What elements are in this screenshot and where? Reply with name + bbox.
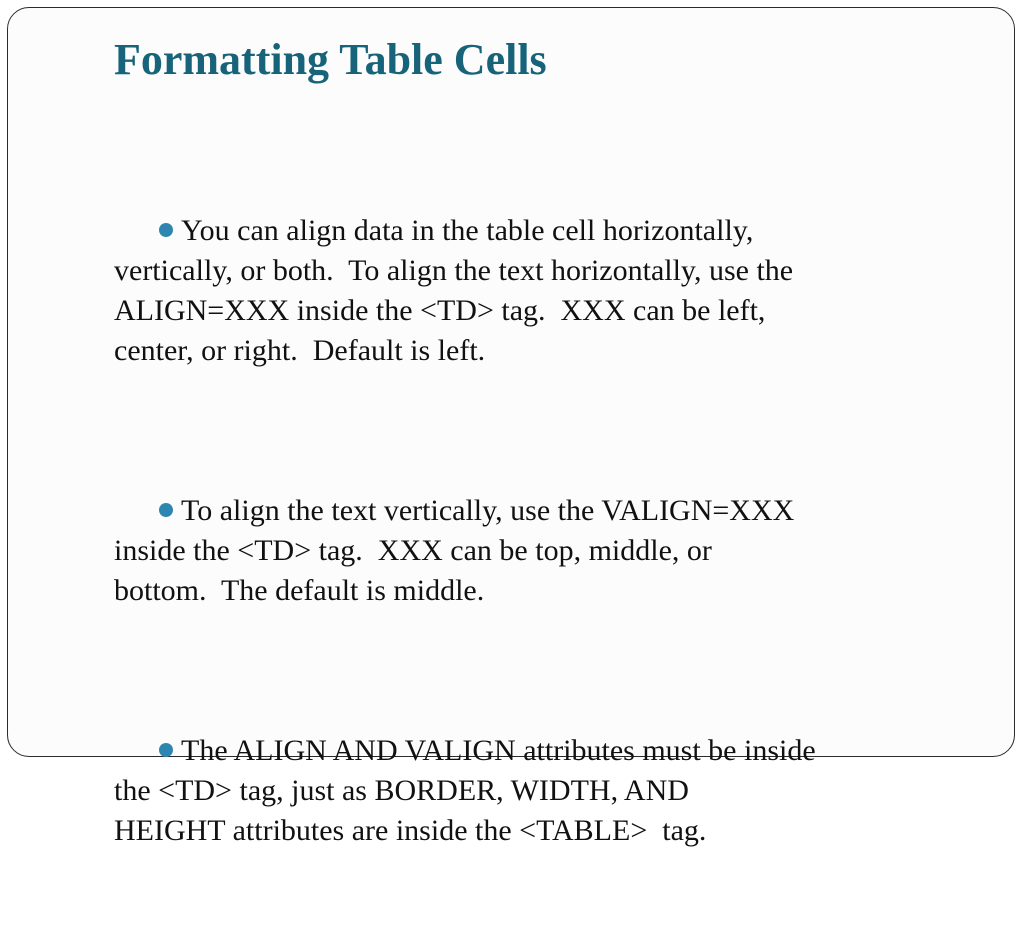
bullet-list: [114, 171, 974, 931]
bullet-dot-icon: [159, 503, 173, 517]
slide: [7, 7, 1015, 847]
bullet-line: inside the <TD> tag. XXX can be top, middle, or: [114, 534, 712, 567]
bullet-dot-icon: [159, 743, 173, 757]
bullet-item: [114, 171, 974, 411]
bullet-line: the <TD> tag, just as BORDER, WIDTH, AND: [114, 774, 689, 807]
bullet-item: [114, 451, 974, 651]
bullet-line: You can align data in the table cell horizontally,: [181, 214, 754, 247]
bullet-line: ALIGN=XXX inside the <TD> tag. XXX can be left,: [114, 294, 766, 327]
bullet-line: To align the text vertically, use the VALIGN=XXX: [181, 494, 795, 527]
bullet-line: center, or right. Default is left.: [114, 334, 486, 367]
bullet-line: bottom. The default is middle.: [114, 574, 485, 607]
bullet-line: HEIGHT attributes are inside the <TABLE> tag.: [114, 814, 707, 847]
bullet-item: [114, 691, 974, 891]
bullet-line: vertically, or both. To align the text horizontally, use the: [114, 254, 794, 287]
bullet-dot-icon: [159, 223, 173, 237]
bullet-line: The ALIGN AND VALIGN attributes must be inside: [181, 734, 816, 767]
slide-title: Formatting Table Cells: [114, 35, 547, 84]
